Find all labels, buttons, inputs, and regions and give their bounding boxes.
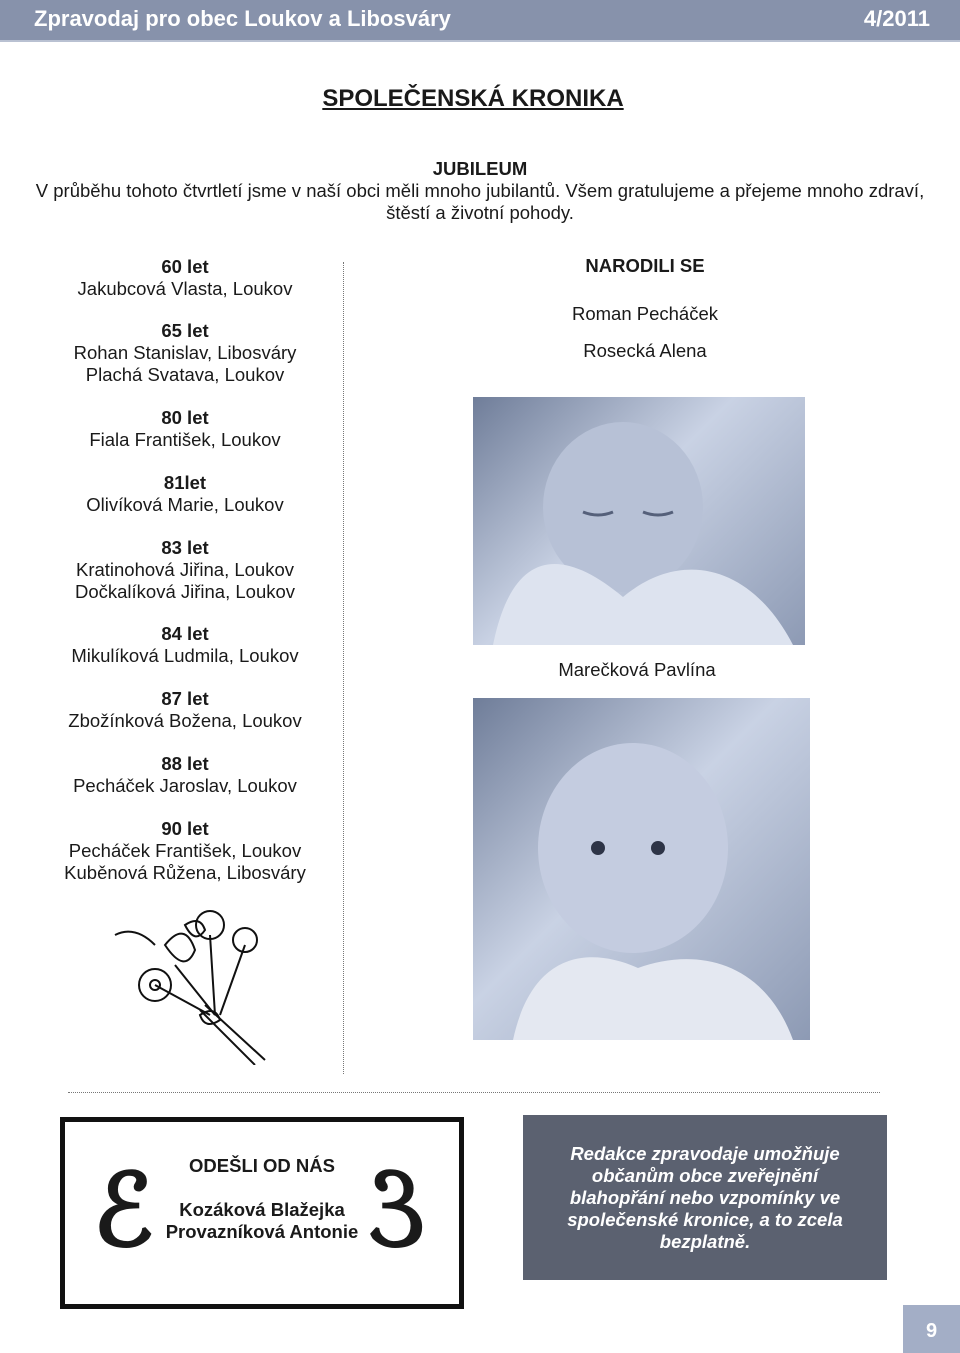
jubilee-group [30,537,340,603]
jubilee-name: Olivíková Marie, Loukov [86,494,284,515]
page-title: SPOLEČENSKÁ KRONIKA [322,85,624,112]
jubilee-age: 81let [163,472,207,493]
departed-names [65,1199,459,1243]
baby-photo-2 [473,698,810,1040]
jubilee-name: Plachá Svatava, Loukov [85,364,285,385]
page-number: 9 [903,1305,960,1353]
notice-box [523,1115,887,1280]
jubilee-name: Pecháček Jaroslav, Loukov [73,775,297,796]
jubilee-group [30,472,340,516]
jubilee-age: 65 let [161,320,209,341]
jubilee-age: 83 let [161,537,209,558]
departed-box [60,1117,464,1309]
jubilee-group [30,407,340,451]
jubilee-group [30,256,340,300]
notice-text: Redakce zpravodaje umožňuje občanům obce zveřejnění blahopřání nebo vzpomínky ve společenské kronice, a to zcela bezplatně. [567,1143,843,1252]
departed-name: Provazníková Antonie [165,1221,359,1242]
jubilee-name: Jakubcová Vlasta, Loukov [77,278,293,299]
jubilee-name: Kuběnová Růžena, Libosváry [64,862,306,883]
departed-heading: ODEŠLI OD NÁS [189,1155,335,1176]
page-header [0,0,960,42]
column-divider [343,262,344,1074]
jubilee-name: Kratinohová Jiřina, Loukov [75,559,295,580]
jubilee-group [30,753,340,797]
issue-number: 4/2011 [863,6,930,31]
section-divider [68,1092,880,1093]
jubileum-text: V průběhu tohoto čtvrtletí jsme v naší obci měli mnoho jubilantů. Všem gratulujeme a přejeme mnoho zdraví, štěstí a životní pohody. [35,180,925,223]
jubilee-name: Pecháček František, Loukov [68,840,302,861]
jubilee-name: Zbožínková Božena, Loukov [68,710,302,731]
jubileum-heading: JUBILEUM [432,158,528,179]
born-name: Marečková Pavlína [558,659,716,680]
flower-bouquet-illustration [105,905,275,1065]
jubilee-group [30,688,340,732]
ornament-left-icon: ℰ [93,1151,154,1269]
jubilee-group [30,818,340,884]
born-name: Roman Pecháček [571,303,719,324]
jubilee-age: 87 let [161,688,209,709]
jubilee-name: Dočkalíková Jiřina, Loukov [74,581,296,602]
jubilee-name: Mikulíková Ludmila, Loukov [71,645,299,666]
jubilee-age: 80 let [161,407,209,428]
born-heading: NARODILI SE [585,255,705,276]
born-name: Rosecká Alena [583,340,707,361]
jubileum-intro [30,158,930,224]
newsletter-title: Zpravodaj pro obec Loukov a Libosváry [34,6,451,31]
jubilee-name: Rohan Stanislav, Libosváry [73,342,297,363]
jubilee-age: 84 let [161,623,209,644]
jubilee-age: 88 let [161,753,209,774]
jubilee-group [30,623,340,667]
jubilee-name: Fiala František, Loukov [89,429,281,450]
departed-name: Kozáková Blažejka [179,1199,345,1220]
jubilee-age: 90 let [161,818,209,839]
jubilee-age: 60 let [161,256,209,277]
jubilee-group [30,320,340,386]
baby-photo-1 [473,397,805,645]
ornament-right-icon: ℰ [368,1151,429,1269]
